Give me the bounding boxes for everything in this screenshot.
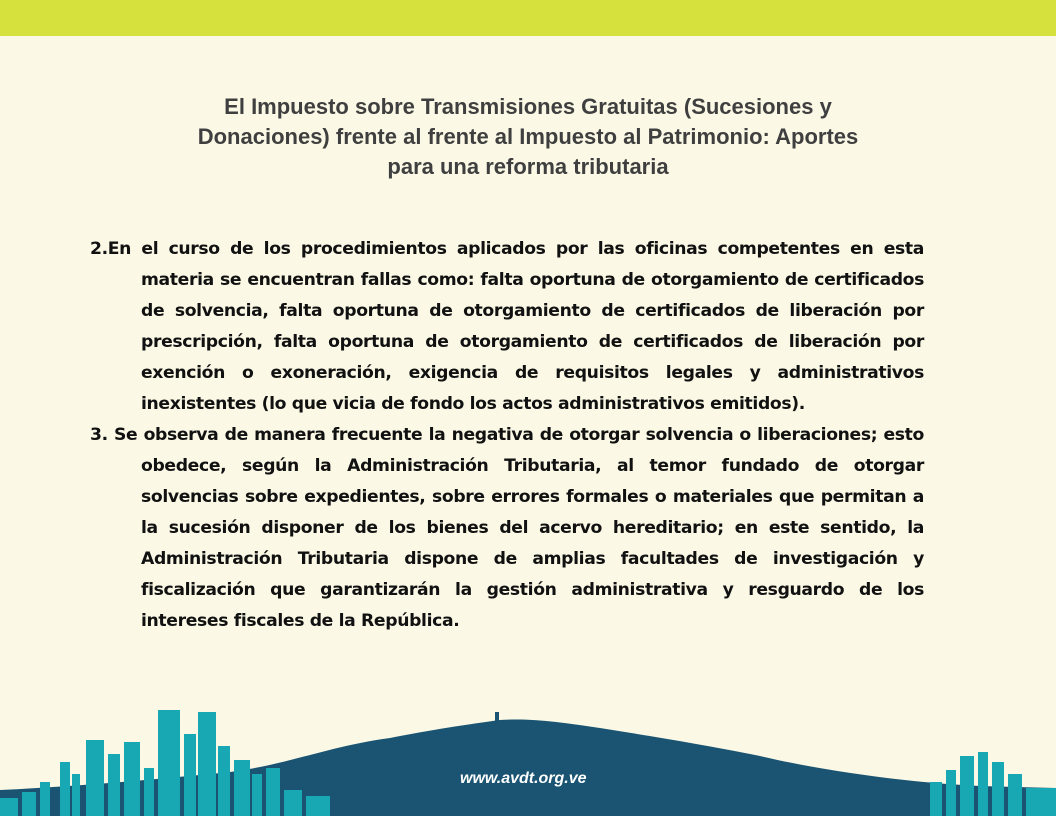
top-accent-bar	[0, 0, 1056, 36]
right-buildings	[930, 752, 1056, 816]
list-item-3: 3. Se observa de manera frecuente la negativa de otorgar solvencia o liberaciones; esto obedece, según la Administración Tributaria, al temor fundado de otorgar solvencias sobre expedientes, sobre errores formales o materiales que permitan a la sucesión disponer de los bienes del acervo hereditario; en este sentido, la Administración Tributaria dispone de amplias facultades de investigación y fiscalización que garantizarán la gestión administrativa y resguardo de los intereses fiscales de la República.	[90, 425, 924, 631]
skyline-illustration	[0, 700, 1056, 816]
list-item-2: 2.En el curso de los procedimientos aplicados por las oficinas competentes en esta materia se encuentran fallas como: falta oportuna de otorgamiento de certificados de solvencia, falta oportuna de otorgamiento de certificados de liberación por prescripción, falta oportuna de otorgamiento de certificados de liberación por exención o exoneración, exigencia de requisitos legales y administrativos inexistentes (lo que vicia de fondo los actos administrativos emitidos).	[90, 239, 924, 414]
body-list	[90, 234, 924, 637]
title-line-2: Donaciones) frente al frente al Impuesto al Patrimonio: Aportes	[197, 124, 859, 149]
city-skyline-footer	[0, 700, 1056, 816]
title-line-1: El Impuesto sobre Transmisiones Gratuitas (Sucesiones y	[224, 94, 832, 119]
footer-url-link[interactable]: www.avdt.org.ve	[460, 770, 587, 787]
title-line-3: para una reforma tributaria	[387, 154, 669, 179]
slide-title	[60, 92, 996, 182]
